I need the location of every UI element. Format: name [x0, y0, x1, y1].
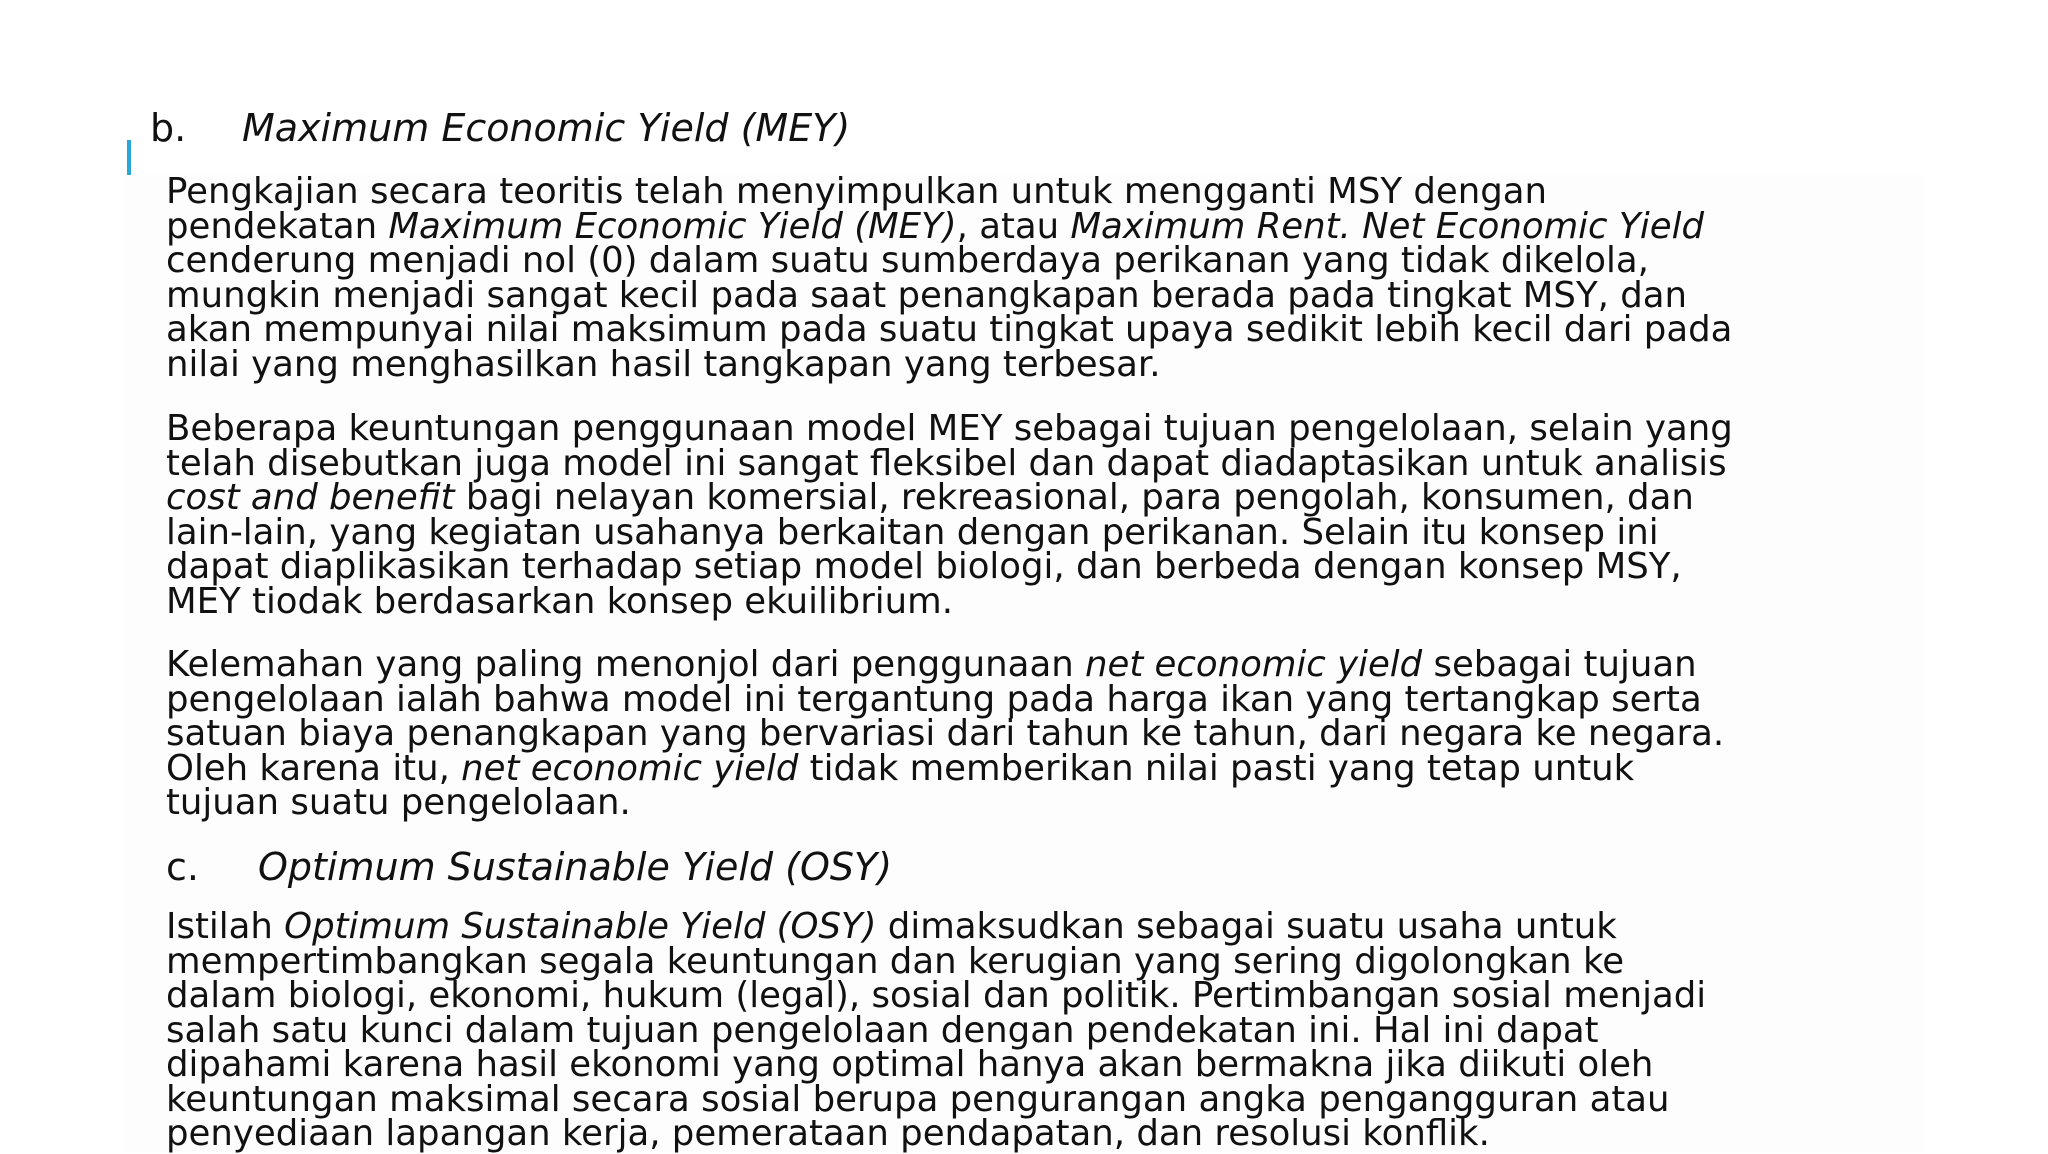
text-run: keuntungan maksimal secara sosial berupa pengurangan angka pengangguran atau: [166, 1078, 1670, 1120]
section-title: Maximum Economic Yield (MEY): [242, 106, 851, 150]
text-line: [166, 1078, 1936, 1120]
text-line: [166, 906, 1936, 947]
text-line: [166, 477, 1936, 518]
italic-term: Maximum Rent. Net Economic Yield: [1070, 205, 1705, 247]
section-title: Optimum Sustainable Yield (OSY): [258, 845, 893, 889]
text-line: [166, 240, 1936, 281]
text-run: cenderung menjadi nol (0) dalam suatu sumberdaya perikanan yang tidak dikelola,: [166, 240, 1649, 281]
text-run: pendekatan: [166, 205, 389, 247]
text-run: dimaksudkan sebagai suatu usaha untuk: [876, 906, 1617, 947]
italic-term: Optimum Sustainable Yield (OSY): [284, 906, 877, 947]
text-line: [166, 309, 1936, 350]
text-run: lain-lain, yang kegiatan usahanya berkaitan dengan perikanan. Selain itu konsep ini: [166, 511, 1659, 553]
text-run: nilai yang menghasilkan hasil tangkapan yang terbesar.: [166, 343, 1161, 385]
section-heading-c: [166, 845, 892, 889]
text-line: [166, 274, 1936, 316]
paragraph-osy: [166, 906, 1936, 1154]
text-line: [166, 408, 1936, 449]
text-run: , atau: [956, 205, 1071, 247]
text-line: [166, 171, 1936, 212]
italic-term: cost and benefit: [166, 477, 466, 518]
text-line: [166, 782, 1936, 823]
text-run: pengelolaan ialah bahwa model ini tergantung pada harga ikan yang tertangkap serta: [166, 678, 1702, 720]
text-run: dalam biologi, ekonomi, hukum (legal), sosial dan politik. Pertimbangan sosial menjadi: [166, 975, 1707, 1016]
text-run: satuan biaya penangkapan yang bervariasi dari tahun ke tahun, dari negara ke negara.: [166, 713, 1725, 754]
text-line: [166, 975, 1936, 1016]
text-run: Kelemahan yang paling menonjol dari penggunaan: [166, 644, 1085, 685]
text-run: tidak memberikan nilai pasti yang tetap untuk: [809, 747, 1635, 789]
text-run: penyediaan lapangan kerja, pemerataan pendapatan, dan resolusi konflik.: [166, 1113, 1490, 1154]
text-run: salah satu kunci dalam tujuan pengelolaan dengan pendekatan ini. Hal ini dapat: [166, 1009, 1599, 1051]
italic-term: Maximum Economic Yield (MEY): [388, 205, 957, 247]
text-line: [166, 546, 1936, 587]
italic-term: net economic yield: [1084, 644, 1423, 685]
text-run: akan mempunyai nilai maksimum pada suatu tingkat upaya sedikit lebih kecil dari pada: [166, 309, 1733, 350]
text-line: [166, 580, 1936, 622]
text-line: [166, 747, 1936, 789]
text-line: [166, 1044, 1936, 1085]
text-run: MEY tiodak berdasarkan konsep ekuilibrium.: [166, 580, 954, 622]
text-line: [166, 442, 1936, 484]
text-run: mempertimbangkan segala keuntungan dan kerugian yang sering digolongkan ke: [166, 940, 1625, 982]
paragraph-mey-weakness: [166, 644, 1936, 823]
text-line: [166, 343, 1936, 385]
section-heading-b: [150, 106, 850, 150]
text-run: Beberapa keuntungan penggunaan model MEY sebagai tujuan pengelolaan, selain yang: [166, 408, 1733, 449]
text-line: [166, 205, 1936, 247]
text-line: [166, 1009, 1936, 1051]
text-run: telah disebutkan juga model ini sangat fleksibel dan dapat diadaptasikan untuk analisis: [166, 442, 1727, 484]
text-line: [166, 644, 1936, 685]
paragraph-mey-intro: [166, 171, 1936, 385]
text-run: tujuan suatu pengelolaan.: [166, 782, 631, 823]
text-line: [166, 713, 1936, 754]
text-run: sebagai tujuan: [1422, 644, 1697, 685]
text-line: [166, 1113, 1936, 1154]
text-line: [166, 940, 1936, 982]
italic-term: net economic yield: [461, 747, 810, 789]
text-line: [166, 678, 1936, 720]
section-marker: b.: [150, 106, 187, 150]
text-run: dipahami karena hasil ekonomi yang optimal hanya akan bermakna jika diikuti oleh: [166, 1044, 1654, 1085]
text-line: [166, 511, 1936, 553]
text-run: dapat diaplikasikan terhadap setiap model biologi, dan berbeda dengan konsep MSY,: [166, 546, 1682, 587]
text-run: mungkin menjadi sangat kecil pada saat penangkapan berada pada tingkat MSY, dan: [166, 274, 1688, 316]
paragraph-mey-advantages: [166, 408, 1936, 622]
text-run: Oleh karena itu,: [166, 747, 462, 789]
section-marker: c.: [166, 845, 199, 889]
text-run: bagi nelayan komersial, rekreasional, para pengolah, konsumen, dan: [465, 477, 1694, 518]
text-run: Istilah: [166, 906, 285, 947]
text-run: Pengkajian secara teoritis telah menyimpulkan untuk mengganti MSY dengan: [166, 171, 1547, 212]
